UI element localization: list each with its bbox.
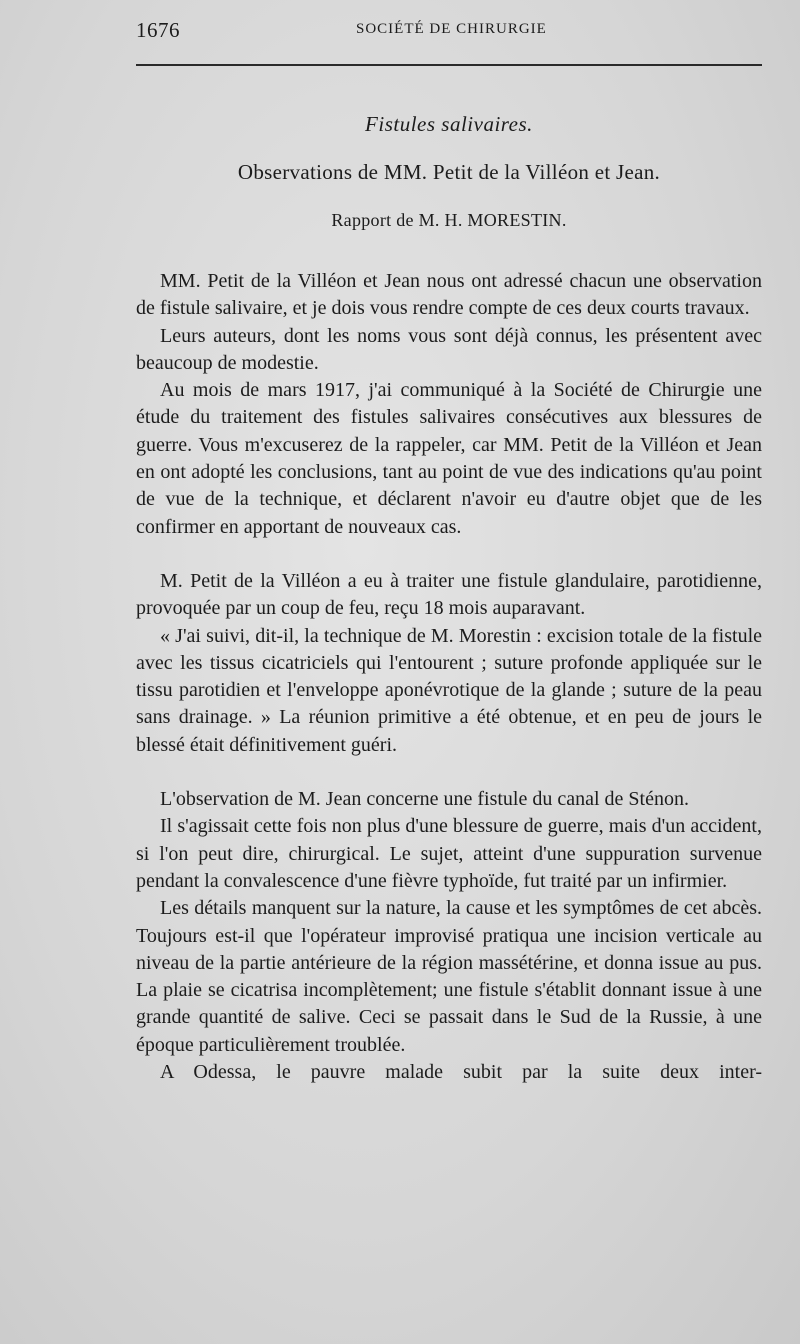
paragraph: Leurs auteurs, dont les noms vous sont déjà connus, les présentent avec beaucoup de modestie.	[136, 324, 762, 374]
paragraph: L'observation de M. Jean concerne une fistule du canal de Sténon.	[160, 788, 689, 811]
page-number: 1676	[136, 18, 180, 42]
page-header	[136, 18, 764, 48]
paragraph: Au mois de mars 1917, j'ai communiqué à la Société de Chirurgie une étude du traitement des fistules salivaires consécutives aux blessures de guerre. Vous m'excuserez de la rappeler, car MM. Petit de la Villéon et Jean en ont adopté les conclusions, tant au point de vue des indications qu'au point de vue de la technique, et déclarent n'avoir eu d'autre objet que de les confirmer en apportant de nouveaux cas.	[136, 379, 762, 538]
running-head: SOCIÉTÉ DE CHIRURGIE	[356, 21, 547, 37]
paragraph: A Odessa, le pauvre malade subit par la suite deux inter-	[160, 1061, 762, 1084]
section-title: Fistules salivaires.	[365, 112, 533, 136]
paragraph: Il s'agissait cette fois non plus d'une blessure de guerre, mais d'un accident, si l'on peut dire, chirurgical. Le sujet, atteint d'une suppuration survenue pendant la convalescence d'une fièvre typhoïde, fut traité par un infirmier.	[136, 815, 762, 892]
section-subtitle: Observations de MM. Petit de la Villéon et Jean.	[237, 160, 661, 184]
header-rule	[136, 64, 762, 66]
report-byline: Rapport de M. H. MORESTIN.	[331, 210, 567, 230]
paragraph: Les détails manquent sur la nature, la cause et les symptômes de cet abcès. Toujours est-il que l'opérateur improvisé pratiqua une incision verticale au niveau de la partie antérieure de la région massétérine, et donna issue au pus. La plaie se cicatrisa incomplètement; une fistule s'établit donnant issue à une grande quantité de salive. Ceci se passait dans le Sud de la Russie, à une époque particulièrement troublée.	[136, 897, 762, 1056]
body-text	[136, 268, 762, 1086]
paragraph: M. Petit de la Villéon a eu à traiter une fistule glandulaire, parotidienne, provoquée par un coup de feu, reçu 18 mois auparavant.	[136, 569, 762, 620]
paragraph: « J'ai suivi, dit-il, la technique de M. Morestin : excision totale de la fistule avec les tissus cicatriciels qui l'entourent ; suture profonde appliquée sur le tissu parotidien et l'enveloppe aponévrotique de la glande ; suture de la peau sans drainage. » La réunion primitive a été obtenue, et en peu de jours le blessé était définitivement guéri.	[136, 624, 762, 756]
paragraph: MM. Petit de la Villéon et Jean nous ont adressé chacun une observation de fistule salivaire, et je dois vous rendre compte de ces deux courts travaux.	[136, 270, 762, 320]
